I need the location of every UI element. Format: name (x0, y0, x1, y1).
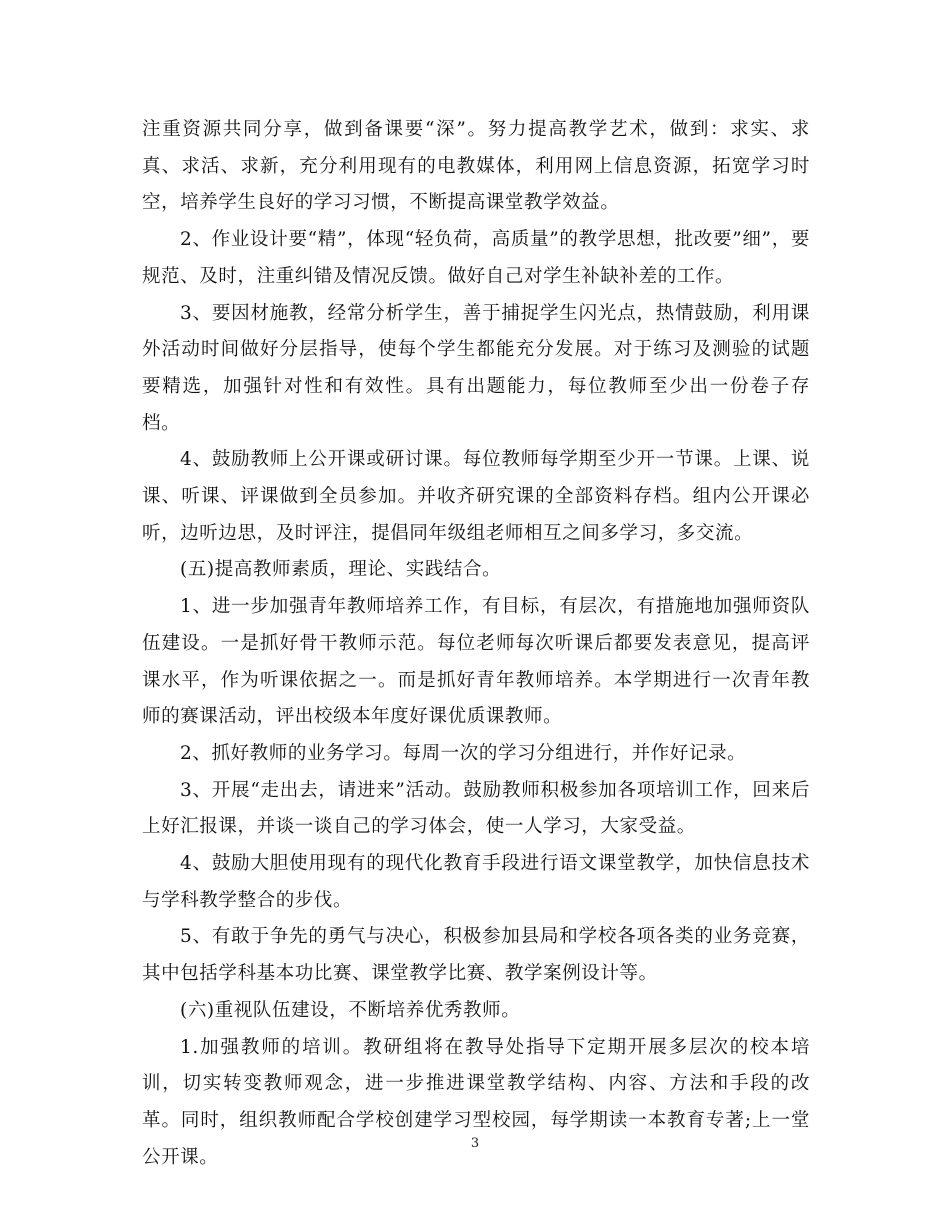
section-heading: (六)重视队伍建设，不断培养优秀教师。 (180, 999, 521, 1021)
section-heading: (五)提高教师素质，理论、实践结合。 (180, 559, 502, 581)
paragraph: 4、鼓励教师上公开课或研讨课。每位教师每学期至少开一节课。上课、说课、听课、评课做到全员参加。并收齐研究课的全部资料存档。组内公开课必听，边听边思，及时评注，提倡同年级组老师相互之间多学习，多交流。 (142, 449, 810, 544)
paragraph: 注重资源共同分享，做到备课要“深”。努力提高教学艺术，做到：求实、求真、求活、求新，充分利用现有的电教媒体，利用网上信息资源，拓宽学习时空，培养学生良好的学习习惯，不断提高课堂教学效益。 (142, 119, 810, 214)
document-body (142, 112, 810, 1176)
paragraph: 2、作业设计要“精”，体现“轻负荷，高质量”的教学思想，批改要”细”，要规范、及时，注重纠错及情况反馈。做好自己对学生补缺补差的工作。 (142, 229, 810, 287)
paragraph: 1.加强教师的培训。教研组将在教导处指导下定期开展多层次的校本培训，切实转变教师观念，进一步推进课堂教学结构、内容、方法和手段的改革。同时，组织教师配合学校创建学习型校园，每学期读一本教育专著;上一堂公开课。 (142, 1036, 810, 1168)
paragraph: 3、要因材施教，经常分析学生，善于捕捉学生闪光点，热情鼓励，利用课外活动时间做好分层指导，使每个学生都能充分发展。对于练习及测验的试题要精选，加强针对性和有效性。具有出题能力，每位教师至少出一份卷子存档。 (142, 302, 810, 434)
paragraph: 2、抓好教师的业务学习。每周一次的学习分组进行，并作好记录。 (180, 742, 747, 764)
paragraph: 3、开展“走出去，请进来”活动。鼓励教师积极参加各项培训工作，回来后上好汇报课，并谈一谈自己的学习体会，使一人学习，大家受益。 (142, 779, 810, 838)
paragraph: 5、有敢于争先的勇气与决心，积极参加县局和学校各项各类的业务竞赛，其中包括学科基本功比赛、课堂教学比赛、教学案例设计等。 (142, 926, 810, 985)
page-number: 3 (470, 1136, 480, 1151)
paragraph: 4、鼓励大胆使用现有的现代化教育手段进行语文课堂教学，加快信息技术与学科教学整合的步伐。 (142, 853, 810, 911)
paragraph: 1、进一步加强青年教师培养工作，有目标，有层次，有措施地加强师资队伍建设。一是抓好骨干教师示范。每位老师每次听课后都要发表意见，提高评课水平，作为听课依据之一。而是抓好青年教师培养。本学期进行一次青年教师的赛课活动，评出校级本年度好课优质课教师。 (142, 596, 810, 728)
